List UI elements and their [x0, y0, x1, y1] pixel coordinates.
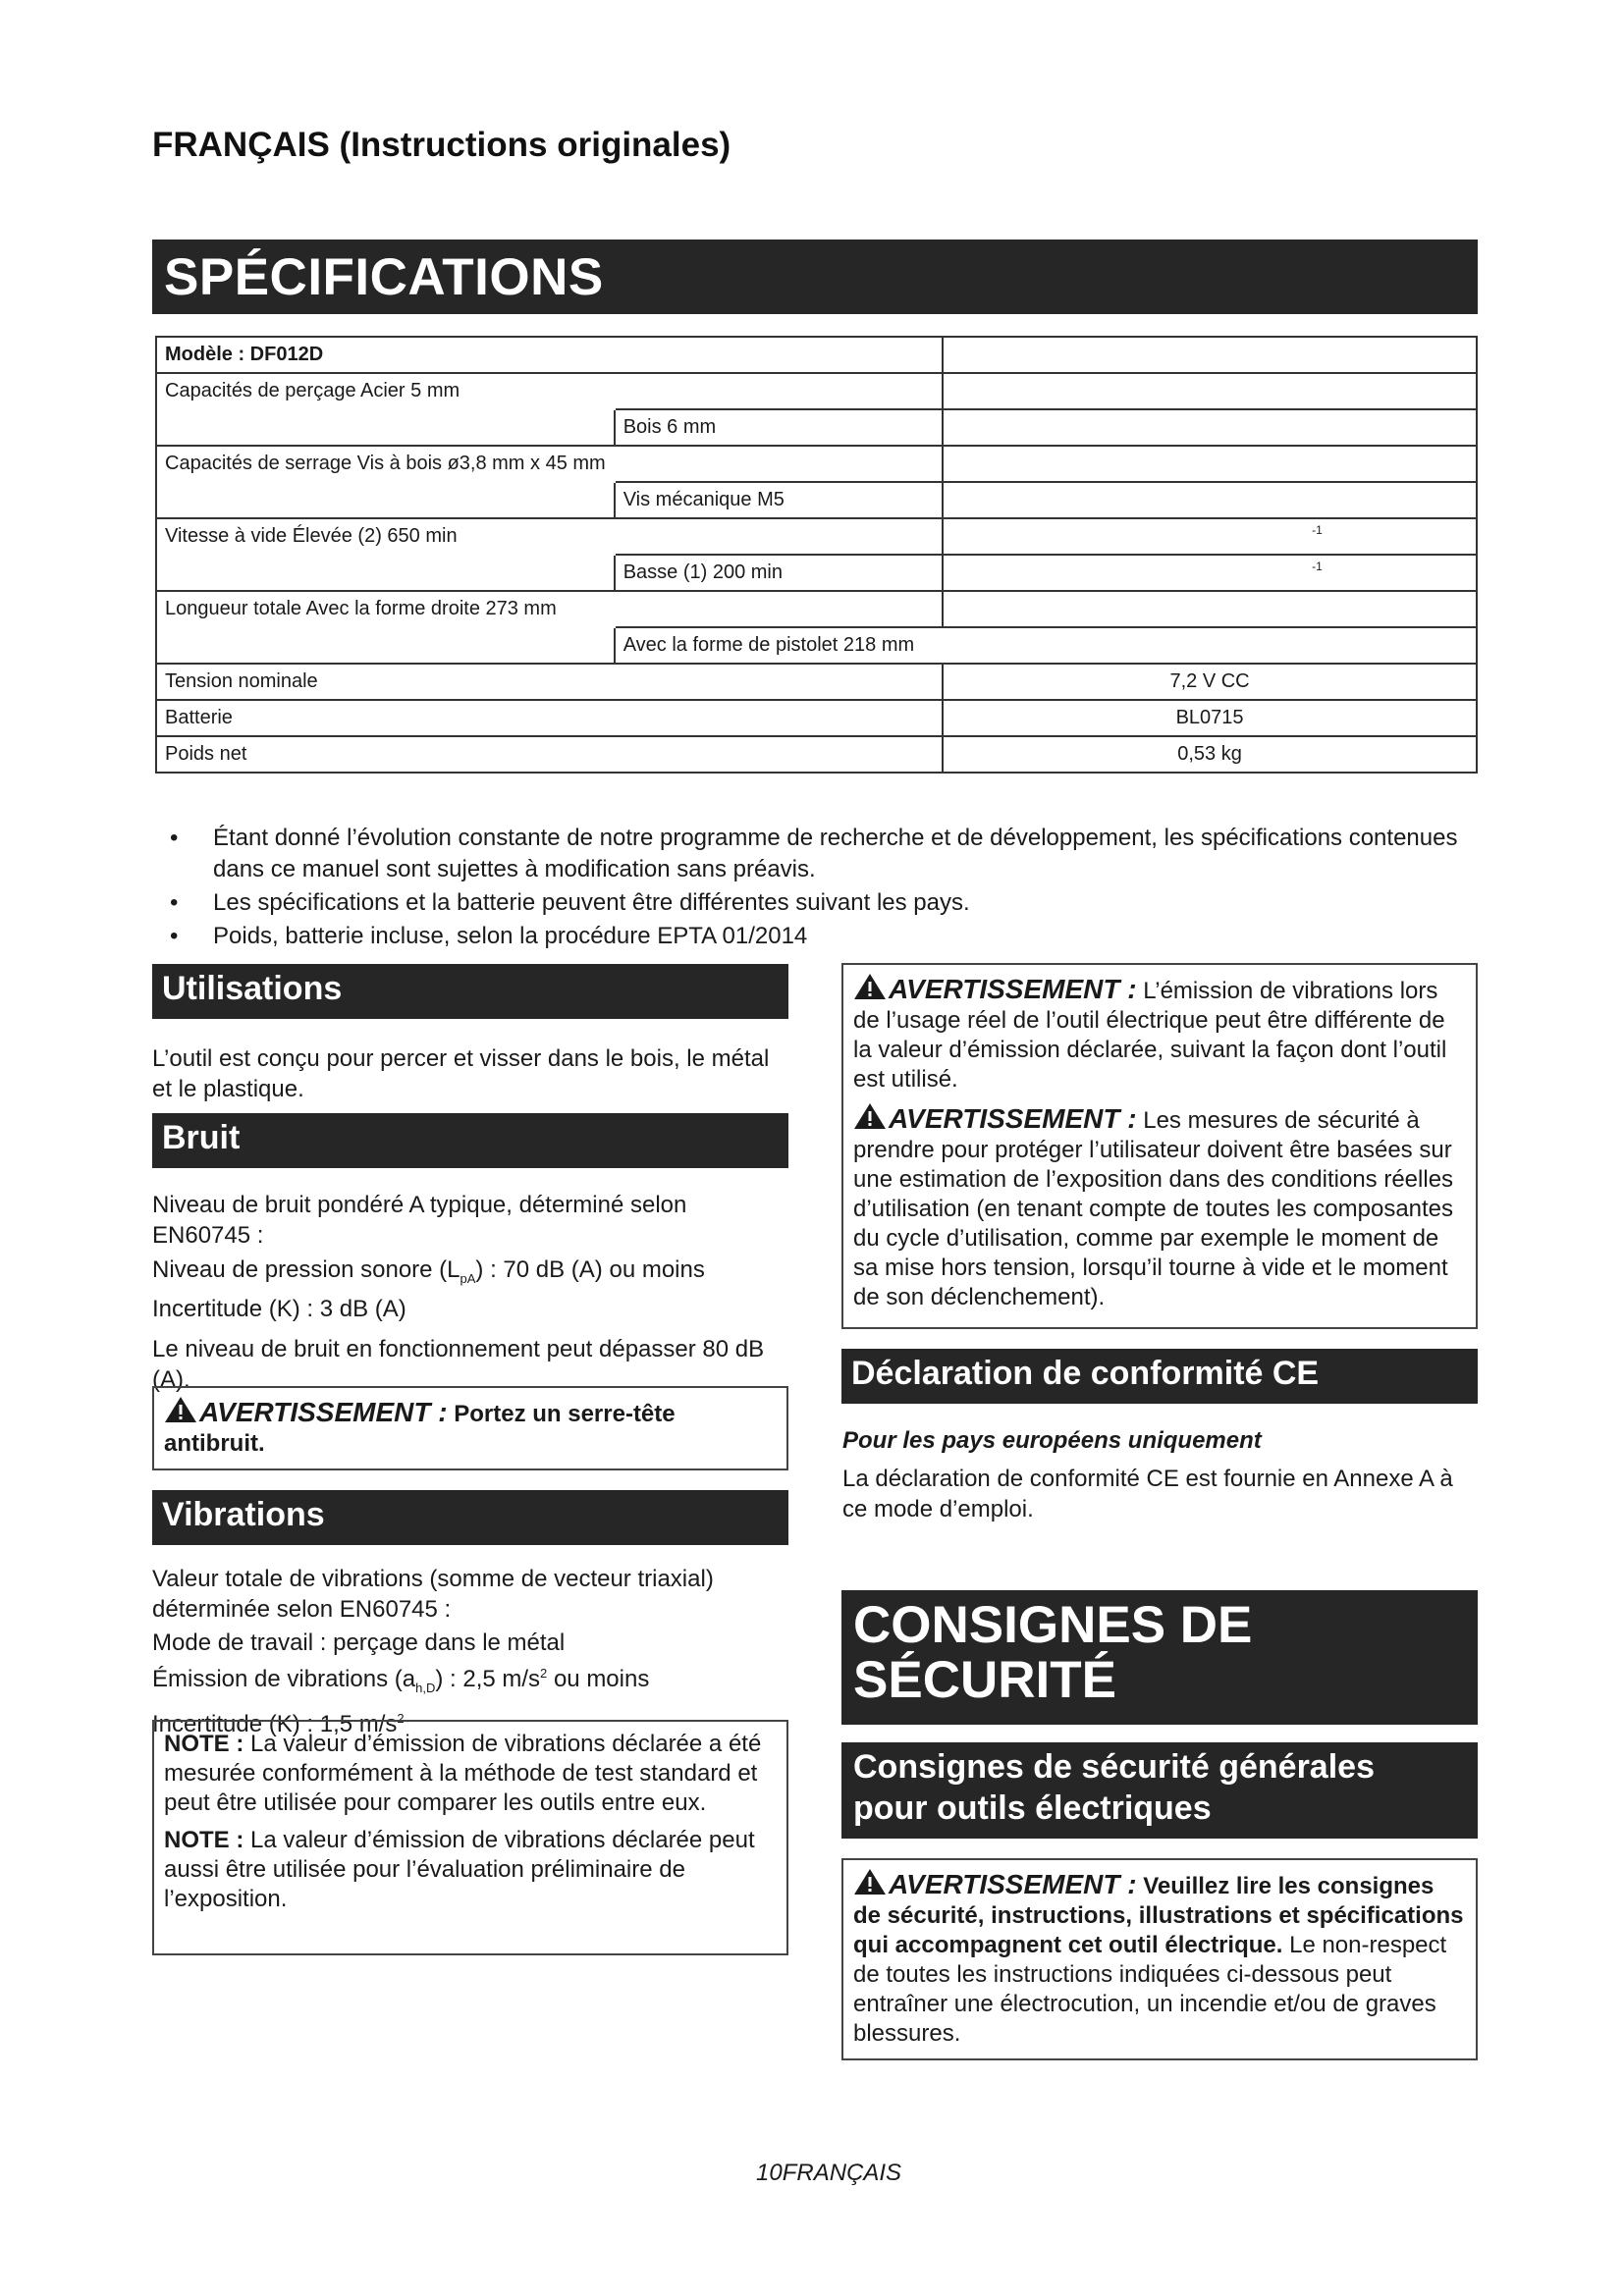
table-cell — [943, 555, 1477, 591]
table-cell — [156, 482, 615, 518]
consignes-warning-box — [841, 1858, 1478, 2060]
table-cell — [943, 627, 1477, 664]
vibrations-emission — [152, 1658, 790, 1703]
table-row — [156, 409, 1477, 446]
list-item — [152, 921, 1473, 952]
weight-label: Poids net — [156, 736, 943, 773]
table-row — [156, 482, 1477, 518]
note-label: NOTE : — [164, 1827, 244, 1853]
table-cell — [943, 409, 1477, 446]
table-cell — [156, 409, 615, 446]
voltage-value: 7,2 V CC — [943, 664, 1477, 700]
bullet: • — [170, 889, 179, 916]
pressure-value: ) : 70 dB (A) ou moins — [475, 1256, 705, 1283]
table-cell — [943, 373, 1477, 409]
bruit-heading: Bruit — [152, 1113, 788, 1168]
warning-text: L’émission de vibrations lors de l’usage réel de l’outil électrique peut être différente de la valeur d’émission déclarée, suivant la façon dont l’outil est utilisé. — [853, 978, 1447, 1093]
speed-high-label: Vitesse à vide Élevée (2) 650 min — [165, 525, 458, 547]
emission-prefix: Émission de vibrations (a — [152, 1666, 416, 1692]
consignes-subtitle-line: Consignes de sécurité générales — [853, 1748, 1375, 1786]
table-cell — [943, 482, 1477, 518]
warning-triangle-icon — [853, 1107, 889, 1134]
warning-label: AVERTISSEMENT : — [889, 974, 1137, 1004]
table-row — [156, 518, 1477, 555]
pressure-prefix: Niveau de pression sonore (L — [152, 1256, 460, 1283]
table-cell — [615, 591, 943, 627]
emission-suffix: ou moins — [547, 1666, 650, 1692]
warning-text: Portez un serre-tête antibruit. — [164, 1401, 676, 1457]
bruit-uncertainty: Incertitude (K) : 3 dB (A) — [152, 1295, 406, 1322]
voltage-label: Tension nominale — [156, 664, 943, 700]
table-cell — [615, 446, 943, 482]
warning-label: AVERTISSEMENT : — [889, 1103, 1137, 1134]
screwing-machine-value: Vis mécanique M5 — [615, 482, 943, 518]
table-cell — [943, 337, 1477, 373]
warning-text: Le non-respect de toutes les instructions indiquées ci-dessous peut entraîner une électrocution, un incendie et/ou de graves blessures. — [853, 1932, 1447, 2047]
note-text: Étant donné l’évolution constante de notre programme de recherche et de développement, les spécifications contenues dans ce manuel sont sujettes à modification sans préavis. — [213, 825, 1458, 882]
page-number: 10FRANÇAIS — [756, 2160, 902, 2186]
vibrations-note-box — [152, 1720, 788, 1955]
table-cell — [156, 446, 615, 482]
note-text: La valeur d’émission de vibrations déclarée a été mesurée conformément à la méthode de test standard et peut être utilisée pour comparer les outils entre eux. — [164, 1731, 762, 1816]
table-row — [156, 664, 1477, 700]
table-cell — [156, 373, 615, 409]
specifications-banner: SPÉCIFICATIONS — [152, 240, 1478, 314]
note-text: La valeur d’émission de vibrations déclarée peut aussi être utilisée pour l’évaluation préliminaire de l’exposition. — [164, 1827, 755, 1912]
bullet: • — [170, 825, 179, 851]
screwing-wood-label: Capacités de serrage Vis à bois ø3,8 mm x 45 mm — [165, 453, 606, 474]
table-cell — [943, 446, 1477, 482]
table-cell — [156, 518, 615, 555]
table-row — [156, 373, 1477, 409]
bruit-paragraph: Le niveau de bruit en fonctionnement peut dépasser 80 dB (A). — [152, 1335, 765, 1393]
warning-text: Les mesures de sécurité à prendre pour protéger l’utilisateur doivent être basées sur une estimation de l’exposition dans des conditions réelles d’utilisation (en tenant compte de toutes les composantes du cycle d’utilisation, comme par exemple le moment de sa mise hors tension, lorsqu’il tourne à vide et le moment de son déclenchement). — [853, 1107, 1454, 1310]
specification-notes — [152, 823, 1473, 954]
table-cell — [615, 518, 943, 555]
note-text: Les spécifications et la batterie peuvent être différentes suivant les pays. — [213, 889, 970, 916]
conformite-subtitle: Pour les pays européens uniquement — [842, 1427, 1262, 1454]
warning-label: AVERTISSEMENT : — [889, 1869, 1137, 1899]
list-item — [152, 887, 1473, 919]
consignes-banner — [841, 1590, 1478, 1725]
warning-triangle-icon — [164, 1401, 199, 1427]
warning-triangle-icon — [853, 1873, 889, 1899]
bullet: • — [170, 923, 179, 949]
table-cell — [615, 627, 943, 664]
drilling-wood-value: Bois 6 mm — [615, 409, 943, 446]
warning-label: AVERTISSEMENT : — [199, 1397, 448, 1427]
vibrations-text — [152, 1564, 790, 1739]
drilling-steel-label: Capacités de perçage Acier 5 mm — [165, 380, 460, 401]
emission-superscript: 2 — [540, 1666, 548, 1681]
language-title: FRANÇAIS (Instructions originales) — [152, 126, 731, 164]
note-text: Poids, batterie incluse, selon la procédure EPTA 01/2014 — [213, 923, 808, 949]
table-row — [156, 700, 1477, 736]
note — [164, 1826, 777, 1914]
warning-triangle-icon — [853, 978, 889, 1004]
consignes-title-line: SÉCURITÉ — [853, 1651, 1116, 1709]
table-row — [156, 627, 1477, 664]
note — [164, 1730, 777, 1818]
speed-low-exponent: -1 — [1312, 560, 1323, 573]
table-cell — [943, 591, 1477, 627]
battery-label: Batterie — [156, 700, 943, 736]
consignes-subheading — [841, 1742, 1478, 1839]
table-row — [156, 591, 1477, 627]
warning-bold-text: Veuillez lire les consignes de sécurité, instructions, illustrations et spécifications qui accompagnent cet outil électrique. — [853, 1873, 1464, 1958]
conformite-text: La déclaration de conformité CE est fournie en Annexe A à ce mode d’emploi. — [842, 1466, 1453, 1522]
table-cell — [943, 518, 1477, 555]
bruit-pressure — [152, 1255, 790, 1294]
consignes-subtitle-line: pour outils électriques — [853, 1789, 1212, 1827]
model-label: Modèle : DF012D — [156, 337, 943, 373]
uncertainty-value: Incertitude (K) : 1,5 m/s — [152, 1710, 398, 1737]
warning-paragraph — [853, 973, 1466, 1095]
vibrations-heading: Vibrations — [152, 1490, 788, 1545]
table-row — [156, 337, 1477, 373]
bruit-warning-box — [152, 1386, 788, 1470]
consignes-title-line: CONSIGNES DE — [853, 1596, 1253, 1654]
conformite-heading: Déclaration de conformité CE — [841, 1349, 1478, 1404]
table-row — [156, 555, 1477, 591]
list-item — [152, 823, 1473, 885]
vibrations-mode: Mode de travail : perçage dans le métal — [152, 1629, 566, 1656]
table-cell — [156, 627, 615, 664]
utilisations-text: L’outil est conçu pour percer et visser dans le bois, le métal et le plastique. — [152, 1045, 770, 1102]
weight-value: 0,53 kg — [943, 736, 1477, 773]
table-cell — [156, 591, 615, 627]
warning-paragraph — [853, 1102, 1466, 1312]
emission-value: ) : 2,5 m/s — [435, 1666, 541, 1692]
battery-value: BL0715 — [943, 700, 1477, 736]
table-cell — [156, 555, 615, 591]
pressure-subscript: pA — [460, 1270, 476, 1286]
vibration-warning-box — [841, 963, 1478, 1329]
note-label: NOTE : — [164, 1731, 244, 1757]
emission-subscript: h,D — [415, 1680, 436, 1695]
table-row — [156, 736, 1477, 773]
vibrations-paragraph: Valeur totale de vibrations (somme de vecteur triaxial) déterminée selon EN60745 : — [152, 1566, 714, 1623]
bruit-text — [152, 1190, 790, 1395]
bruit-paragraph: Niveau de bruit pondéré A typique, déterminé selon EN60745 : — [152, 1192, 687, 1249]
table-cell — [615, 373, 943, 409]
uncertainty-superscript: 2 — [397, 1710, 405, 1726]
table-row — [156, 446, 1477, 482]
speed-low-value: Basse (1) 200 min — [615, 555, 943, 591]
utilisations-heading: Utilisations — [152, 964, 788, 1019]
specifications-table — [155, 336, 1478, 774]
speed-high-exponent: -1 — [1312, 523, 1323, 537]
length-straight-label: Longueur totale Avec la forme droite 273 mm — [165, 598, 557, 619]
length-pistol-value: Avec la forme de pistolet 218 mm — [623, 634, 915, 656]
